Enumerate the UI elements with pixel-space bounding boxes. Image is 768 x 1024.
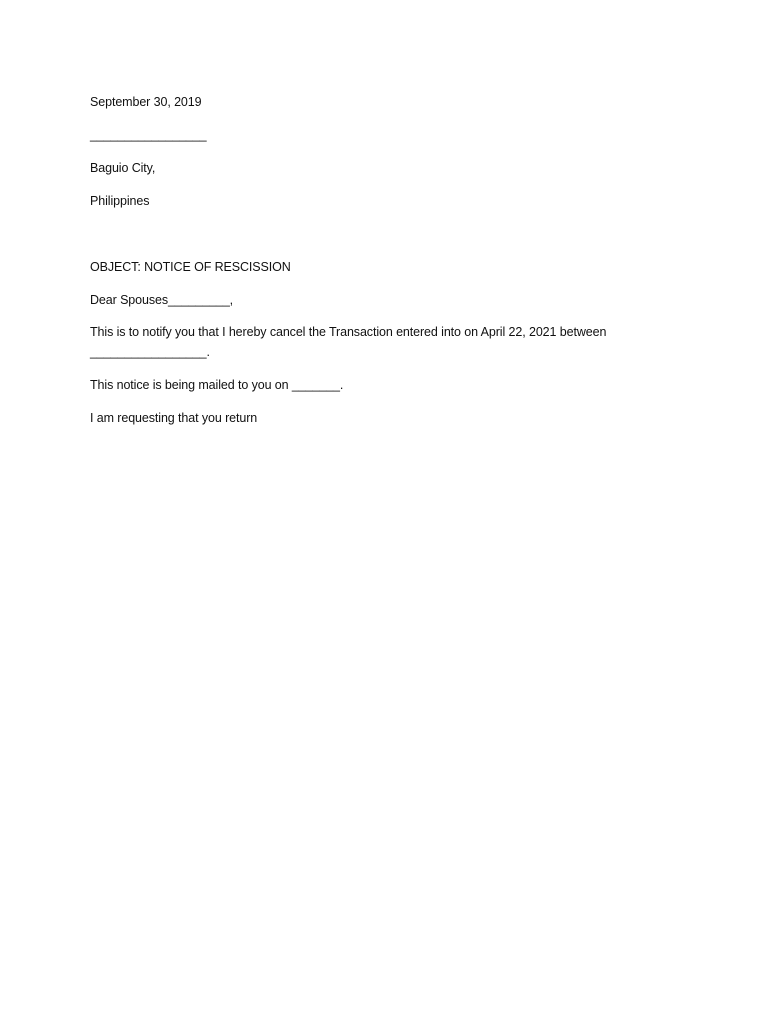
body-line-1: This is to notify you that I hereby cancel the Transaction entered into on April 22, 2021 between bbox=[90, 325, 607, 339]
letter-date: September 30, 2019 bbox=[90, 95, 202, 109]
recipient-blank: _________________ bbox=[90, 128, 207, 142]
return-request: I am requesting that you return bbox=[90, 411, 258, 425]
salutation: Dear Spouses_________, bbox=[90, 293, 234, 307]
object-line: OBJECT: NOTICE OF RESCISSION bbox=[90, 260, 291, 274]
address-country: Philippines bbox=[90, 194, 150, 208]
address-city: Baguio City, bbox=[90, 161, 156, 175]
body-line-2: _________________. bbox=[90, 345, 210, 359]
mailed-notice: This notice is being mailed to you on _______. bbox=[90, 378, 344, 392]
